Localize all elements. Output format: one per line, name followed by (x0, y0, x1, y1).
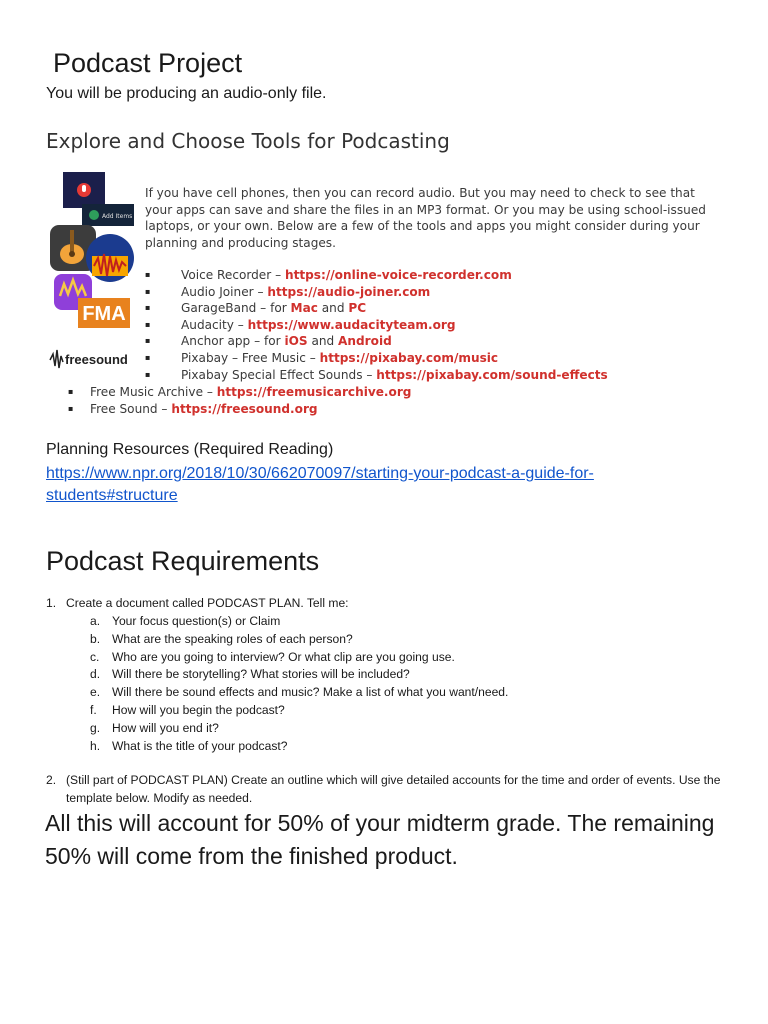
tool-label-joiner: and (307, 334, 339, 349)
list-item-text: What are the speaking roles of each person? (112, 631, 353, 646)
list-letter: g. (90, 720, 101, 735)
list-item-text: How will you begin the podcast? (112, 702, 285, 717)
tool-label: GarageBand – for (181, 301, 291, 316)
audacity-icon (86, 234, 134, 282)
tool-item (181, 367, 608, 384)
list-number: 1. (46, 596, 57, 610)
page-title: Podcast Project (53, 48, 243, 78)
tool-label: Audio Joiner – (181, 284, 268, 299)
tool-link[interactable]: Mac (290, 301, 318, 316)
list-item-text: Will there be storytelling? What stories will be included? (112, 667, 410, 682)
svg-text:FMA: FMA (82, 303, 126, 325)
bullet: ▪ (145, 319, 151, 329)
list-item-text: Your focus question(s) or Claim (112, 614, 281, 628)
svg-text:freesound: freesound (65, 352, 128, 367)
tool-link[interactable]: https://audio-joiner.com (267, 284, 431, 299)
tool-link[interactable]: https://pixabay.com/sound-effects (376, 367, 608, 382)
bullet: ▪ (145, 352, 151, 362)
tool-item (181, 300, 366, 317)
tool-label: Audacity – (181, 317, 248, 332)
tool-label: Pixabay – Free Music – (181, 350, 320, 365)
voice-recorder-icon (63, 172, 105, 208)
bullet: ▪ (145, 286, 151, 296)
bullet: ▪ (68, 387, 74, 396)
tool-label: Free Music Archive – (90, 385, 217, 399)
bullet: ▪ (145, 369, 151, 379)
bullet: ▪ (68, 403, 74, 413)
tool-link[interactable]: https://freesound.org (171, 401, 318, 416)
list-item-text: Create a document called PODCAST PLAN. Tell me: (66, 596, 349, 610)
tool-label: Pixabay Special Effect Sounds – (181, 367, 377, 382)
tool-label-joiner: and (317, 301, 349, 316)
list-item-text: What is the title of your podcast? (112, 738, 288, 753)
svg-text:Add Items: Add Items (102, 213, 133, 220)
list-letter: d. (90, 667, 101, 682)
bullet: ▪ (145, 270, 151, 279)
tool-link[interactable]: https://www.audacityteam.org (247, 317, 456, 332)
fma-icon (78, 298, 130, 328)
planning-heading: Planning Resources (Required Reading) (46, 441, 334, 458)
list-letter: c. (90, 649, 100, 664)
tool-label: Anchor app – for (181, 334, 285, 349)
requirements-heading: Podcast Requirements (46, 546, 320, 576)
tool-item (181, 317, 456, 334)
tool-item (181, 284, 430, 301)
tools-intro-paragraph: If you have cell phones, then you can record audio. But you may need to check to see that your apps can save and share the files in an MP3 format. Or you may be using school-issued laptops, or your own. Below are a few of the tools and apps you might consider during your planning and producing stages. (145, 186, 706, 250)
tool-label: Free Sound – (90, 401, 172, 416)
tool-item (181, 333, 392, 350)
list-letter: a. (90, 614, 101, 628)
list-letter: e. (90, 685, 101, 700)
tool-item (90, 384, 411, 401)
planning-resource-link[interactable]: https://www.npr.org/2018/10/30/662070097/starting-your-podcast-a-guide-for-students#structure (46, 465, 594, 504)
list-item-text: How will you end it? (112, 720, 219, 735)
tool-link[interactable]: PC (348, 301, 367, 316)
tool-link[interactable]: iOS (284, 334, 308, 349)
list-letter: f. (90, 702, 97, 717)
bullet: ▪ (145, 336, 151, 346)
list-item-text: (Still part of PODCAST PLAN) Create an outline which will give detailed accounts for the time and order of events. Use the template below. Modify as needed. (66, 773, 721, 805)
freesound-icon (50, 350, 128, 368)
list-letter: b. (90, 631, 101, 646)
tool-item (181, 267, 512, 284)
page-subtitle: You will be producing an audio-only file. (46, 85, 327, 102)
tool-label: Voice Recorder – (181, 268, 285, 282)
tools-heading: Explore and Choose Tools for Podcasting (46, 129, 450, 153)
tool-link[interactable]: https://online-voice-recorder.com (284, 268, 512, 282)
requirement-item-2 (46, 772, 736, 807)
tool-link[interactable]: https://pixabay.com/music (319, 350, 499, 365)
tool-link[interactable]: Android (338, 334, 392, 349)
list-letter: h. (90, 738, 101, 753)
list-item-text: Who are you going to interview? Or what clip are you going use. (112, 649, 455, 664)
grading-statement: All this will account for 50% of your midterm grade. The remaining 50% will come from the finished product. (45, 810, 715, 869)
list-number: 2. (46, 773, 57, 787)
tool-item (90, 401, 318, 418)
tool-link[interactable]: https://freemusicarchive.org (216, 385, 412, 399)
list-item-text: Will there be sound effects and music? Make a list of what you want/need. (112, 685, 509, 700)
bullet: ▪ (145, 303, 151, 313)
app-logos-collage (48, 170, 138, 375)
tool-item (181, 350, 498, 367)
audio-joiner-icon (82, 204, 134, 226)
